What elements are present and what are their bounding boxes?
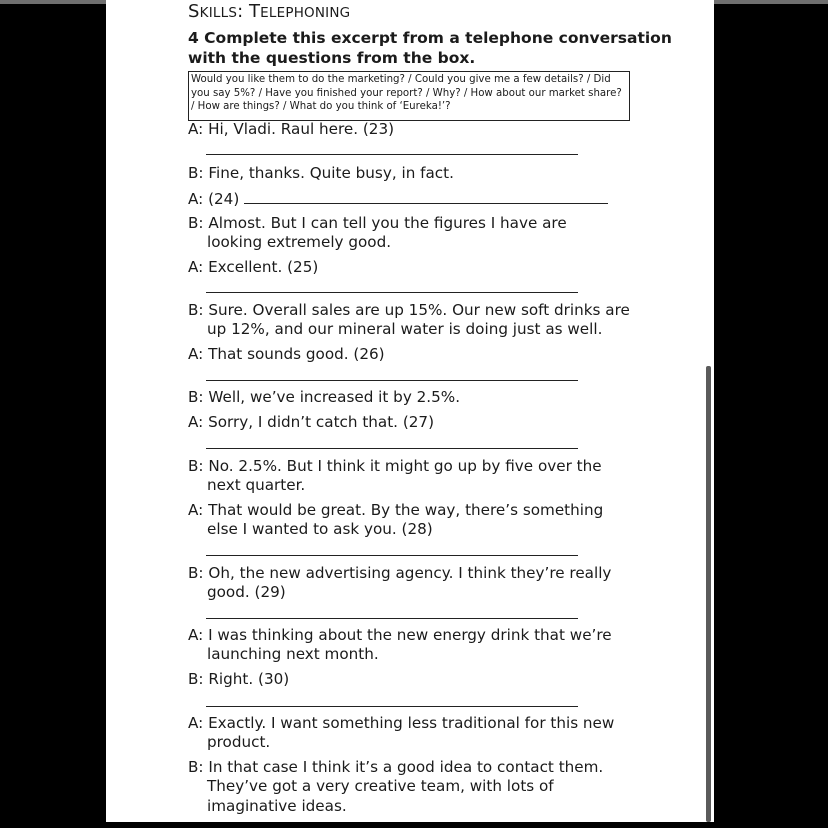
line-text: That sounds good. (26) xyxy=(208,345,385,363)
line-text: That would be great. By the way, there’s something xyxy=(208,501,604,519)
speaker-label: A: xyxy=(188,714,204,732)
speaker-label: A: xyxy=(188,501,204,519)
heading-rest-1: KILLS xyxy=(199,5,238,21)
line-text: Excellent. (25) xyxy=(208,258,319,276)
speaker-label: B: xyxy=(188,670,204,688)
line-text: Right. (30) xyxy=(208,670,290,688)
speaker-label: B: xyxy=(188,214,204,232)
dialogue-line-a-energy xyxy=(188,626,638,665)
dialogue-line-25 xyxy=(188,258,638,277)
answer-blank-24[interactable] xyxy=(244,189,608,204)
question-box: Would you like them to do the marketing? / Could you give me a few details? / Did you say 5%? / Have you finished your report? / Why? / How about our market share? / How are things? / What do you think of ‘Eureka!’? xyxy=(188,71,630,121)
line-continuation: They’ve got a very creative team, with lots of xyxy=(207,777,554,796)
heading-initial-s: S xyxy=(188,1,200,22)
dialogue-line-b2 xyxy=(188,214,638,253)
document-page xyxy=(106,0,714,822)
line-text: Fine, thanks. Quite busy, in fact. xyxy=(208,164,454,182)
dialogue-line-b-final xyxy=(188,758,638,816)
answer-blank-29[interactable] xyxy=(206,618,578,619)
dialogue-line-b3 xyxy=(188,301,658,340)
vertical-scrollbar[interactable] xyxy=(706,366,711,822)
speaker-label: B: xyxy=(188,758,204,776)
line-text: (24) xyxy=(208,190,240,208)
speaker-label: B: xyxy=(188,301,204,319)
dialogue-line-a-exactly xyxy=(188,714,638,753)
heading-initial-t: T xyxy=(248,1,261,22)
dialogue-line-29 xyxy=(188,564,638,603)
line-text: In that case I think it’s a good idea to contact them. xyxy=(208,758,604,776)
line-text: Sure. Overall sales are up 15%. Our new soft drinks are xyxy=(208,301,630,319)
line-continuation: product. xyxy=(207,733,271,752)
speaker-label: A: xyxy=(188,120,204,138)
exercise-instruction: 4 Complete this excerpt from a telephone conversation with the questions from the box. xyxy=(188,29,672,67)
line-text: Sorry, I didn’t catch that. (27) xyxy=(208,413,435,431)
line-text: Almost. But I can tell you the figures I have are xyxy=(208,214,567,232)
line-text: Hi, Vladi. Raul here. (23) xyxy=(208,120,395,138)
speaker-label: B: xyxy=(188,457,204,475)
line-continuation: launching next month. xyxy=(207,645,379,664)
speaker-label: B: xyxy=(188,388,204,406)
line-continuation: good. (29) xyxy=(207,583,286,602)
speaker-label: A: xyxy=(188,258,204,276)
dialogue-line-23 xyxy=(188,120,638,139)
speaker-label: A: xyxy=(188,413,204,431)
dialogue-line-b4 xyxy=(188,388,638,407)
dialogue-line-26 xyxy=(188,345,638,364)
answer-blank-25[interactable] xyxy=(206,292,578,293)
speaker-label: B: xyxy=(188,164,204,182)
section-heading xyxy=(188,1,350,22)
heading-rest-2: ELEPHONING xyxy=(260,5,351,21)
answer-blank-30[interactable] xyxy=(206,706,578,707)
speaker-label: A: xyxy=(188,190,204,208)
answer-blank-23[interactable] xyxy=(206,154,578,155)
answer-blank-26[interactable] xyxy=(206,380,578,381)
answer-blank-28[interactable] xyxy=(206,555,578,556)
heading-colon: : xyxy=(237,1,244,22)
dialogue-line-24 xyxy=(188,189,708,209)
dialogue-line-30 xyxy=(188,670,638,689)
line-text: Exactly. I want something less traditional for this new xyxy=(208,714,615,732)
line-continuation: else I wanted to ask you. (28) xyxy=(207,520,433,539)
line-continuation: looking extremely good. xyxy=(207,233,392,252)
line-text: Oh, the new advertising agency. I think they’re really xyxy=(208,564,612,582)
dialogue-line-b5 xyxy=(188,457,638,496)
dialogue-line-28 xyxy=(188,501,638,540)
line-text: I was thinking about the new energy drink that we’re xyxy=(208,626,612,644)
dialogue-line-27 xyxy=(188,413,638,432)
line-text: No. 2.5%. But I think it might go up by five over the xyxy=(208,457,602,475)
line-continuation: up 12%, and our mineral water is doing just as well. xyxy=(207,320,603,339)
speaker-label: B: xyxy=(188,564,204,582)
speaker-label: A: xyxy=(188,626,204,644)
speaker-label: A: xyxy=(188,345,204,363)
line-continuation: imaginative ideas. xyxy=(207,796,347,815)
line-continuation: next quarter. xyxy=(207,476,306,495)
answer-blank-27[interactable] xyxy=(206,448,578,449)
line-text: Well, we’ve increased it by 2.5%. xyxy=(208,388,461,406)
dialogue-line-b1 xyxy=(188,164,638,183)
